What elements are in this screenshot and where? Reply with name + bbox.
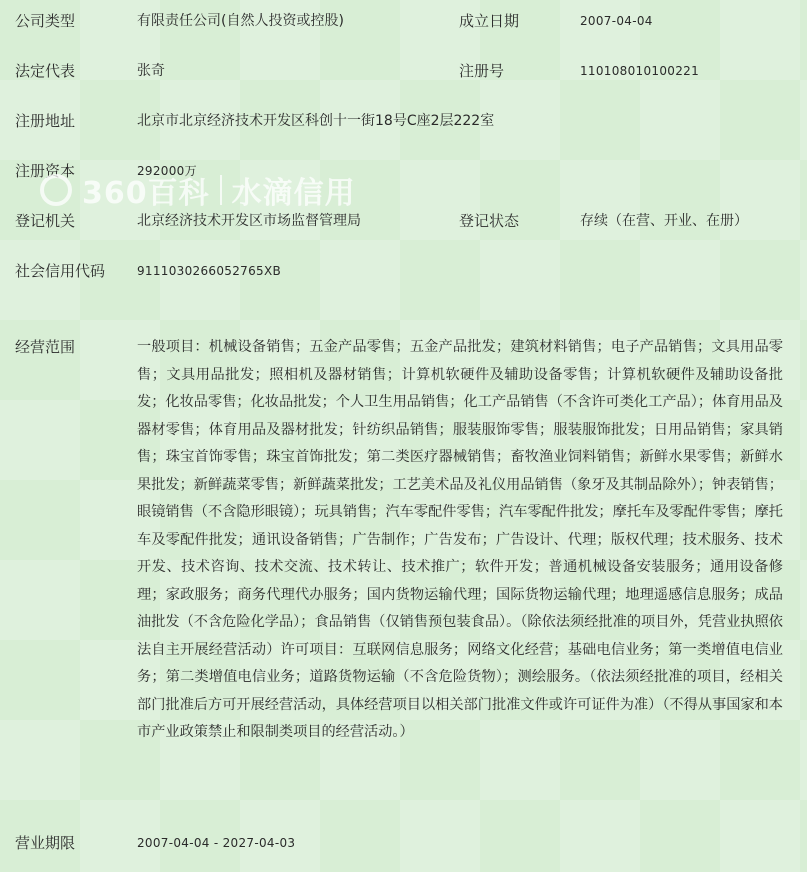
watermark-logo-icon bbox=[40, 174, 72, 206]
reg-no-value: 110108010100221 bbox=[580, 64, 700, 78]
company-type-value: 有限责任公司(自然人投资或控股) bbox=[137, 13, 344, 29]
watermark-sub: 水滴信用 bbox=[231, 176, 356, 211]
scope-value: 一般项目：机械设备销售；五金产品零售；五金产品批发；建筑材料销售；电子产品销售；文具用品零售；文具用品批发；照相机及器材销售；计算机软硬件及辅助设备零售；计算机软硬件及辅助设备批发；化妆品零售；化妆品批发；个人卫生用品销售；化工产品销售（不含许可类化工产品）；体育用品及器材零售；体育用品及器材批发；针纺织品销售；服装服饰零售；服装服饰批发；日用品销售；家具销售；珠宝首饰零售；珠宝首饰批发；第二类医疗器械销售；畜牧渔业饲料销售；新鲜水果零售；新鲜水果批发；新鲜蔬菜零售；新鲜蔬菜批发；工艺美术品及礼仪用品销售（象牙及其制品除外）；钟表销售；眼镜销售（不含隐形眼镜）；玩具销售；汽车零配件零售；汽车零配件批发；摩托车及零配件零售；摩托车及零配件批发；通讯设备销售；广告制作；广告发布；广告设计、代理；版权代理；技术服务、技术开发、技术咨询、技术交流、技术转让、技术推广；软件开发；普通机械设备安装服务；通用设备修理；家政服务；商务代理代办服务；国内货物运输代理；国际货物运输代理；地理遥感信息服务；成品油批发（不含危险化学品）；食品销售（仅销售预包装食品）。（除依法须经批准的项目外，凭营业执照依法自主开展经营活动）许可项目：互联网信息服务；网络文化经营；基础电信业务；第一类增值电信业务；第二类增值电信业务；道路货物运输（不含危险货物）；测绘服务。（依法须经批准的项目，经相关部门批准后方可开展经营活动，具体经营项目以相关部门批准文件或许可证件为准）（不得从事国家和本市产业政策禁止和限制类项目的经营活动。） bbox=[137, 339, 783, 740]
credit-code-label: 社会信用代码 bbox=[15, 262, 106, 280]
legal-rep-value: 张奇 bbox=[137, 63, 165, 79]
watermark-divider bbox=[220, 175, 222, 205]
legal-rep-label: 法定代表 bbox=[15, 62, 76, 80]
authority-value: 北京经济技术开发区市场监督管理局 bbox=[137, 213, 361, 229]
term-label: 营业期限 bbox=[15, 834, 76, 852]
credit-code-value: 9111030266052765XB bbox=[137, 264, 282, 278]
watermark bbox=[40, 168, 356, 212]
authority-label: 登记机关 bbox=[15, 212, 76, 230]
address-label: 注册地址 bbox=[15, 112, 76, 130]
term-value: 2007-04-04 - 2027-04-03 bbox=[137, 836, 296, 850]
status-value: 存续（在营、开业、在册） bbox=[580, 213, 748, 229]
scope-label: 经营范围 bbox=[15, 338, 76, 356]
address-value: 北京市北京经济技术开发区科创十一街18号C座2层222室 bbox=[137, 113, 495, 129]
watermark-brand: 360百科 bbox=[82, 176, 210, 211]
capital-label: 注册资本 bbox=[15, 162, 76, 180]
reg-no-label: 注册号 bbox=[459, 62, 505, 80]
company-type-label: 公司类型 bbox=[15, 12, 76, 30]
capital-value: 292000万 bbox=[137, 164, 197, 178]
established-label: 成立日期 bbox=[459, 12, 520, 30]
status-label: 登记状态 bbox=[459, 212, 520, 230]
established-value: 2007-04-04 bbox=[580, 14, 653, 28]
